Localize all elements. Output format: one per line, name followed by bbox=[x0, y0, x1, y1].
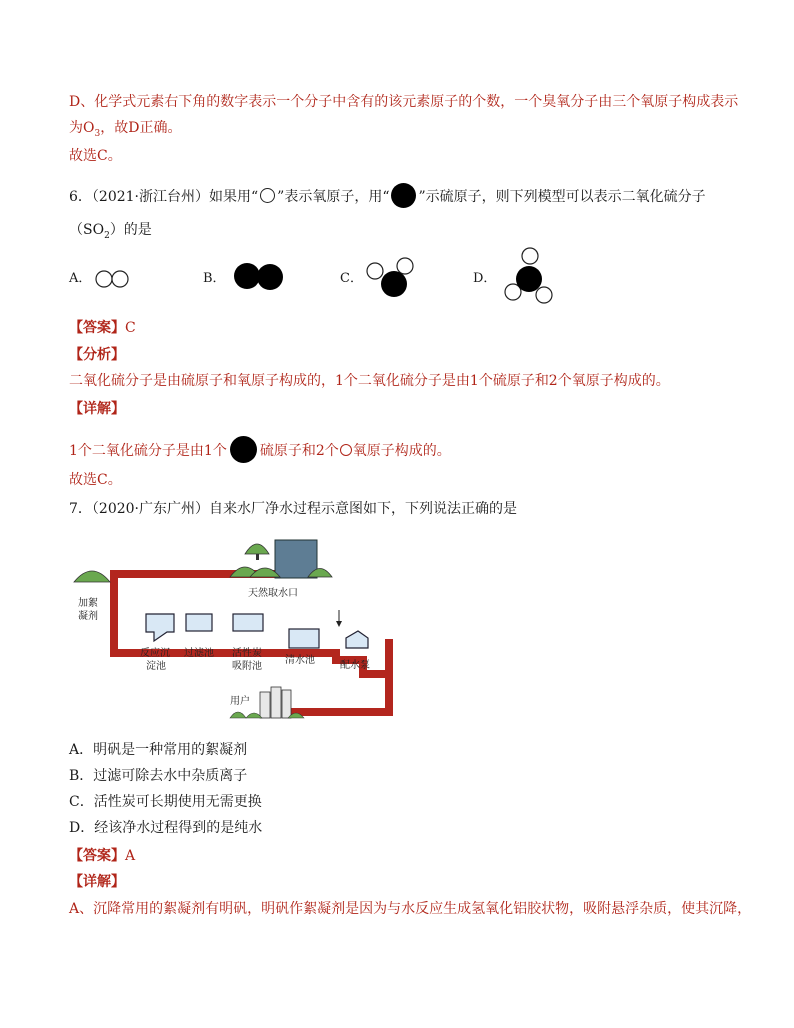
label-coagulant-1: 加絮 bbox=[78, 598, 98, 609]
q6-analysis: 二氧化硫分子是由硫原子和氧原子构成的，1个二氧化硫分子是由1个硫原子和2个氧原子构成的。 bbox=[69, 373, 670, 389]
prev-conclusion: 故选C。 bbox=[69, 148, 122, 164]
water-intake bbox=[230, 540, 332, 578]
label-pump: 配水泵 bbox=[340, 660, 370, 671]
carbon-tank bbox=[233, 614, 263, 631]
q7-detail-label: 【详解】 bbox=[69, 874, 125, 890]
label-carbon-1: 活性炭 bbox=[232, 648, 262, 659]
label-coagulant-2: 凝剂 bbox=[78, 611, 98, 622]
q6-option-c[interactable]: C． bbox=[340, 271, 363, 286]
q7-option-b[interactable]: B．过滤可除去水中杂质离子 bbox=[69, 768, 248, 784]
q6-answer: 【答案】C bbox=[69, 320, 136, 336]
q6-analysis-label: 【分析】 bbox=[69, 347, 125, 363]
label-intake: 天然取水口 bbox=[248, 588, 298, 599]
label-filter: 过滤池 bbox=[184, 648, 214, 659]
q7-option-c[interactable]: C．活性炭可长期使用无需更换 bbox=[69, 794, 262, 810]
tree-icon bbox=[74, 571, 110, 582]
q7-stem: 7．（2020·广东广州）自来水厂净水过程示意图如下，下列说法正确的是 bbox=[69, 501, 517, 517]
prev-answer-line1: D、化学式元素右下角的数字表示一个分子中含有的该元素原子的个数，一个臭氧分子由三个氧原子构成表示 bbox=[69, 94, 739, 110]
label-user: 用户 bbox=[230, 696, 250, 707]
pump-house bbox=[346, 631, 368, 648]
oxygen-atom-icon bbox=[340, 444, 352, 456]
water-treatment-diagram bbox=[70, 532, 400, 722]
q6-conclusion: 故选C。 bbox=[69, 472, 122, 488]
model-a-icon bbox=[95, 270, 131, 290]
q7-option-d[interactable]: D．经该净水过程得到的是纯水 bbox=[69, 820, 263, 836]
q6-option-d[interactable]: D． bbox=[473, 271, 497, 286]
filter-tank bbox=[186, 614, 212, 631]
q6-stem-line2: $(SO_2)$的是 bbox=[69, 222, 152, 241]
label-clear-water: 清水池 bbox=[285, 655, 315, 666]
q7-detail: A、沉降常用的絮凝剂有明矾，明矾作絮凝剂是因为与水反应生成氢氧化铝胶状物，吸附悬浮杂质，使其沉降， bbox=[69, 901, 752, 917]
model-d-icon bbox=[502, 248, 558, 304]
model-b-icon bbox=[233, 262, 287, 292]
settling-tank bbox=[146, 614, 174, 641]
q6-detail: 1个二氧化硫分子是由1个 硫原子和2个 氧原子构成的。 bbox=[69, 436, 451, 463]
q7-answer: 【答案】A bbox=[69, 848, 136, 864]
sulfur-atom-icon bbox=[230, 436, 257, 463]
clear-water-tank bbox=[289, 629, 319, 648]
label-settling-2: 淀池 bbox=[146, 661, 166, 672]
q6-option-a[interactable]: A． bbox=[69, 271, 92, 286]
sulfur-atom-icon bbox=[391, 183, 416, 208]
model-c-icon bbox=[365, 256, 415, 298]
q7-option-a[interactable]: A．明矾是一种常用的絮凝剂 bbox=[69, 742, 248, 758]
label-carbon-2: 吸附池 bbox=[232, 661, 262, 672]
oxygen-atom-icon bbox=[260, 188, 275, 203]
q6-option-b[interactable]: B． bbox=[203, 271, 226, 286]
label-settling-1: 反应沉 bbox=[140, 648, 170, 659]
q6-detail-label: 【详解】 bbox=[69, 401, 125, 417]
prev-answer-line2: 为$O_3$，故D正确。 bbox=[69, 120, 182, 139]
q6-stem: 6．（2021·浙江台州）如果用“ ”表示氧原子，用“ ”示硫原子，则下列模型可以表示二氧化硫分子 bbox=[69, 183, 706, 208]
